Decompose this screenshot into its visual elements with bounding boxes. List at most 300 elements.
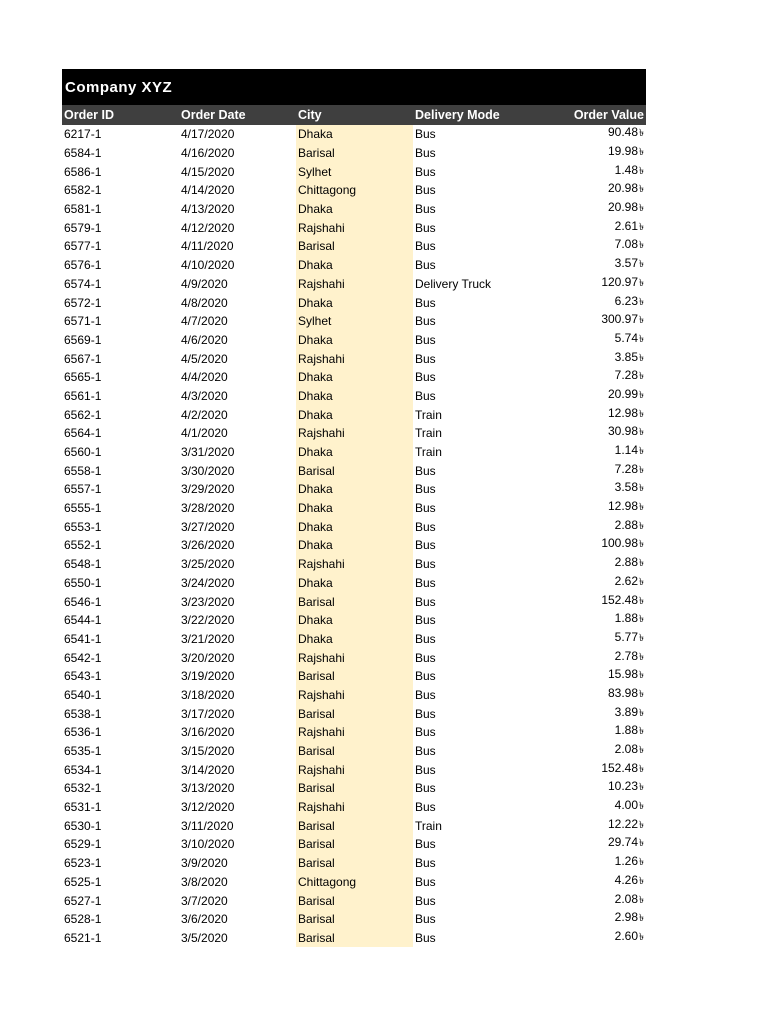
delivery-mode-cell[interactable]: Bus — [415, 893, 436, 908]
order-value-amount: 3.85 — [614, 349, 639, 364]
order-value-cell[interactable] — [530, 611, 646, 629]
table-row — [62, 536, 646, 555]
delivery-mode-cell[interactable]: Bus — [415, 800, 436, 815]
order-value-cell[interactable] — [530, 854, 646, 872]
delivery-mode-cell[interactable]: Bus — [415, 463, 436, 478]
order-value-amount: 20.99 — [607, 386, 639, 401]
order-date-cell[interactable]: 3/12/2020 — [181, 800, 235, 815]
delivery-mode-cell[interactable]: Bus — [415, 388, 436, 403]
order-value-amount: 2.78 — [614, 648, 639, 663]
order-id-cell[interactable]: 6531-1 — [64, 800, 102, 815]
order-date-cell[interactable]: 3/28/2020 — [181, 501, 235, 516]
order-value-cell[interactable] — [530, 256, 646, 274]
order-value-cell[interactable] — [530, 873, 646, 891]
order-value-cell[interactable] — [530, 929, 646, 947]
order-id-cell[interactable]: 6538-1 — [64, 706, 102, 721]
order-date-cell[interactable]: 3/14/2020 — [181, 762, 235, 777]
taka-currency-icon: ৳ — [639, 203, 644, 215]
order-id-cell[interactable]: 6550-1 — [64, 575, 102, 590]
delivery-mode-cell[interactable]: Train — [415, 818, 442, 833]
city-cell[interactable]: Dhaka — [296, 443, 413, 462]
delivery-mode-cell[interactable]: Bus — [415, 706, 436, 721]
table-row — [62, 144, 646, 163]
city-cell[interactable]: Barisal — [296, 929, 413, 948]
taka-currency-icon: ৳ — [639, 726, 644, 738]
table-row — [62, 387, 646, 406]
order-date-cell[interactable]: 3/18/2020 — [181, 687, 235, 702]
order-id-cell[interactable]: 6548-1 — [64, 557, 102, 572]
delivery-mode-cell[interactable]: Bus — [415, 220, 436, 235]
table-row — [62, 873, 646, 892]
order-id-cell[interactable]: 6579-1 — [64, 220, 102, 235]
header-city[interactable]: City — [298, 108, 322, 122]
city-cell[interactable]: Dhaka — [296, 125, 413, 144]
taka-currency-icon: ৳ — [639, 520, 644, 532]
order-value-cell[interactable] — [530, 163, 646, 181]
city-cell[interactable]: Chittagong — [296, 181, 413, 200]
delivery-mode-cell[interactable]: Bus — [415, 519, 436, 534]
order-date-cell[interactable]: 4/5/2020 — [181, 351, 228, 366]
order-id-cell[interactable]: 6555-1 — [64, 501, 102, 516]
order-date-cell[interactable]: 3/15/2020 — [181, 744, 235, 759]
city-cell[interactable]: Dhaka — [296, 256, 413, 275]
taka-currency-icon: ৳ — [639, 913, 644, 925]
delivery-mode-cell[interactable]: Bus — [415, 687, 436, 702]
order-id-cell[interactable]: 6576-1 — [64, 258, 102, 273]
delivery-mode-cell[interactable]: Bus — [415, 874, 436, 889]
order-id-cell[interactable]: 6565-1 — [64, 370, 102, 385]
order-id-cell[interactable]: 6574-1 — [64, 276, 102, 291]
order-id-cell[interactable]: 6541-1 — [64, 631, 102, 646]
order-id-cell[interactable]: 6581-1 — [64, 202, 102, 217]
order-value-amount: 7.28 — [614, 461, 639, 476]
order-value-amount: 30.98 — [607, 424, 639, 439]
order-id-cell[interactable]: 6560-1 — [64, 445, 102, 460]
taka-currency-icon: ৳ — [639, 707, 644, 719]
city-cell[interactable]: Dhaka — [296, 536, 413, 555]
sheet-title-bar — [62, 69, 646, 105]
delivery-mode-cell[interactable]: Bus — [415, 314, 436, 329]
order-value-cell[interactable] — [530, 219, 646, 237]
delivery-mode-cell[interactable]: Bus — [415, 669, 436, 684]
delivery-mode-cell[interactable]: Bus — [415, 164, 436, 179]
order-date-cell[interactable]: 4/11/2020 — [181, 239, 234, 254]
city-cell[interactable]: Dhaka — [296, 499, 413, 518]
order-id-cell[interactable]: 6528-1 — [64, 912, 102, 927]
city-cell[interactable]: Barisal — [296, 704, 413, 723]
order-date-cell[interactable]: 3/13/2020 — [181, 781, 235, 796]
delivery-mode-cell[interactable]: Bus — [415, 725, 436, 740]
order-id-cell[interactable]: 6572-1 — [64, 295, 102, 310]
delivery-mode-cell[interactable]: Bus — [415, 183, 436, 198]
delivery-mode-cell[interactable]: Bus — [415, 239, 436, 254]
city-cell[interactable]: Chittagong — [296, 873, 413, 892]
table-row — [62, 891, 646, 910]
order-date-cell[interactable]: 3/25/2020 — [181, 557, 235, 572]
city-cell[interactable]: Rajshahi — [296, 275, 413, 294]
order-value-cell[interactable] — [530, 536, 646, 554]
order-value-amount: 10.23 — [607, 779, 639, 794]
city-cell[interactable]: Barisal — [296, 461, 413, 480]
table-row — [62, 704, 646, 723]
order-value-cell[interactable] — [530, 424, 646, 442]
delivery-mode-cell[interactable]: Train — [415, 426, 442, 441]
order-value-cell[interactable] — [530, 406, 646, 424]
city-cell[interactable]: Rajshahi — [296, 349, 413, 368]
delivery-mode-cell[interactable]: Bus — [415, 594, 436, 609]
delivery-mode-cell[interactable]: Bus — [415, 370, 436, 385]
delivery-mode-cell[interactable]: Bus — [415, 557, 436, 572]
delivery-mode-cell[interactable]: Bus — [415, 538, 436, 553]
order-value-cell[interactable] — [530, 499, 646, 517]
order-value-cell[interactable] — [530, 574, 646, 592]
table-row — [62, 686, 646, 705]
table-row — [62, 816, 646, 835]
taka-currency-icon: ৳ — [639, 259, 644, 271]
order-date-cell[interactable]: 3/24/2020 — [181, 575, 235, 590]
order-date-cell[interactable]: 4/4/2020 — [181, 370, 228, 385]
order-id-cell[interactable]: 6562-1 — [64, 407, 102, 422]
taka-currency-icon: ৳ — [639, 801, 644, 813]
order-value-cell[interactable] — [530, 237, 646, 255]
city-cell[interactable]: Dhaka — [296, 517, 413, 536]
order-date-cell[interactable]: 3/23/2020 — [181, 594, 235, 609]
delivery-mode-cell[interactable]: Bus — [415, 202, 436, 217]
order-date-cell[interactable]: 3/5/2020 — [181, 930, 228, 945]
order-id-cell[interactable]: 6571-1 — [64, 314, 102, 329]
order-date-cell[interactable]: 4/14/2020 — [181, 183, 235, 198]
order-value-amount: 1.88 — [614, 611, 639, 626]
city-cell[interactable]: Barisal — [296, 891, 413, 910]
city-cell[interactable]: Dhaka — [296, 574, 413, 593]
table-row — [62, 237, 646, 256]
delivery-mode-cell[interactable]: Bus — [415, 501, 436, 516]
city-cell[interactable]: Dhaka — [296, 611, 413, 630]
order-value-cell[interactable] — [530, 686, 646, 704]
order-value-cell[interactable] — [530, 761, 646, 779]
city-cell[interactable]: Barisal — [296, 237, 413, 256]
taka-currency-icon: ৳ — [639, 128, 644, 140]
order-id-cell[interactable]: 6542-1 — [64, 650, 102, 665]
order-value-cell[interactable] — [530, 798, 646, 816]
table-row — [62, 910, 646, 929]
order-date-cell[interactable]: 3/22/2020 — [181, 613, 235, 628]
taka-currency-icon: ৳ — [639, 651, 644, 663]
order-date-cell[interactable]: 3/20/2020 — [181, 650, 235, 665]
order-value-cell[interactable] — [530, 910, 646, 928]
order-date-cell[interactable]: 4/15/2020 — [181, 164, 235, 179]
order-date-cell[interactable]: 3/21/2020 — [181, 631, 235, 646]
order-value-amount: 100.98 — [601, 536, 639, 551]
delivery-mode-cell[interactable]: Bus — [415, 258, 436, 273]
order-value-amount: 2.61 — [614, 218, 639, 233]
order-value-cell[interactable] — [530, 723, 646, 741]
order-date-cell[interactable]: 4/13/2020 — [181, 202, 235, 217]
header-delivery-mode[interactable]: Delivery Mode — [415, 108, 500, 122]
order-value-cell[interactable] — [530, 518, 646, 536]
order-value-amount: 90.48 — [607, 125, 639, 140]
order-id-cell[interactable]: 6527-1 — [64, 893, 102, 908]
table-row — [62, 798, 646, 817]
taka-currency-icon: ৳ — [639, 595, 644, 607]
city-cell[interactable]: Sylhet — [296, 162, 413, 181]
order-value-amount: 2.88 — [614, 517, 639, 532]
city-cell[interactable]: Rajshahi — [296, 218, 413, 237]
order-date-cell[interactable]: 3/19/2020 — [181, 669, 235, 684]
city-cell[interactable]: Rajshahi — [296, 798, 413, 817]
order-value-cell[interactable] — [530, 387, 646, 405]
order-id-cell[interactable]: 6558-1 — [64, 463, 102, 478]
taka-currency-icon: ৳ — [639, 763, 644, 775]
table-row — [62, 854, 646, 873]
city-cell[interactable]: Dhaka — [296, 331, 413, 350]
order-id-cell[interactable]: 6521-1 — [64, 930, 102, 945]
order-id-cell[interactable]: 6523-1 — [64, 856, 102, 871]
taka-currency-icon: ৳ — [639, 838, 644, 850]
city-cell[interactable]: Rajshahi — [296, 723, 413, 742]
order-value-cell[interactable] — [530, 705, 646, 723]
taka-currency-icon: ৳ — [639, 240, 644, 252]
order-id-cell[interactable]: 6561-1 — [64, 388, 102, 403]
order-id-cell[interactable]: 6564-1 — [64, 426, 102, 441]
delivery-mode-cell[interactable]: Bus — [415, 781, 436, 796]
table-row — [62, 368, 646, 387]
delivery-mode-cell[interactable]: Bus — [415, 650, 436, 665]
order-value-cell[interactable] — [530, 630, 646, 648]
order-date-cell[interactable]: 3/17/2020 — [181, 706, 235, 721]
order-value-cell[interactable] — [530, 443, 646, 461]
order-id-cell[interactable]: 6567-1 — [64, 351, 102, 366]
city-cell[interactable]: Rajshahi — [296, 760, 413, 779]
order-date-cell[interactable]: 4/12/2020 — [181, 220, 235, 235]
city-cell[interactable]: Barisal — [296, 816, 413, 835]
table-row — [62, 555, 646, 574]
city-cell[interactable]: Barisal — [296, 144, 413, 163]
order-value-cell[interactable] — [530, 368, 646, 386]
order-value-amount: 2.88 — [614, 555, 639, 570]
order-date-cell[interactable]: 3/9/2020 — [181, 856, 228, 871]
company-title: Company XYZ — [65, 78, 173, 96]
order-date-cell[interactable]: 4/16/2020 — [181, 146, 235, 161]
order-value-cell[interactable] — [530, 593, 646, 611]
taka-currency-icon: ৳ — [639, 389, 644, 401]
table-row — [62, 443, 646, 462]
order-value-amount: 4.00 — [614, 798, 639, 813]
order-id-cell[interactable]: 6217-1 — [64, 127, 102, 142]
order-value-cell[interactable] — [530, 667, 646, 685]
order-date-cell[interactable]: 3/27/2020 — [181, 519, 235, 534]
taka-currency-icon: ৳ — [639, 408, 644, 420]
order-value-cell[interactable] — [530, 480, 646, 498]
table-row — [62, 630, 646, 649]
order-value-cell[interactable] — [530, 779, 646, 797]
delivery-mode-cell[interactable]: Bus — [415, 127, 436, 142]
order-id-cell[interactable]: 6532-1 — [64, 781, 102, 796]
order-value-cell[interactable] — [530, 312, 646, 330]
order-value-cell[interactable] — [530, 462, 646, 480]
order-value-amount: 5.77 — [614, 629, 639, 644]
order-id-cell[interactable]: 6536-1 — [64, 725, 102, 740]
order-id-cell[interactable]: 6586-1 — [64, 164, 102, 179]
order-value-cell[interactable] — [530, 835, 646, 853]
table-row — [62, 461, 646, 480]
table-row — [62, 760, 646, 779]
order-id-cell[interactable]: 6525-1 — [64, 874, 102, 889]
delivery-mode-cell[interactable]: Bus — [415, 837, 436, 852]
delivery-mode-cell[interactable]: Train — [415, 445, 442, 460]
order-date-cell[interactable]: 4/8/2020 — [181, 295, 228, 310]
taka-currency-icon: ৳ — [639, 688, 644, 700]
delivery-mode-cell[interactable]: Bus — [415, 762, 436, 777]
taka-currency-icon: ৳ — [639, 147, 644, 159]
delivery-mode-cell[interactable]: Delivery Truck — [415, 276, 492, 291]
order-date-cell[interactable]: 4/9/2020 — [181, 276, 228, 291]
city-cell[interactable]: Dhaka — [296, 405, 413, 424]
order-date-cell[interactable]: 4/3/2020 — [181, 388, 228, 403]
order-date-cell[interactable]: 3/11/2020 — [181, 818, 234, 833]
order-value-amount: 29.74 — [607, 835, 639, 850]
order-value-cell[interactable] — [530, 144, 646, 162]
order-value-cell[interactable] — [530, 649, 646, 667]
order-id-cell[interactable]: 6543-1 — [64, 669, 102, 684]
order-id-cell[interactable]: 6557-1 — [64, 482, 102, 497]
city-cell[interactable]: Barisal — [296, 910, 413, 929]
taka-currency-icon: ৳ — [639, 931, 644, 943]
order-value-amount: 4.26 — [614, 872, 639, 887]
city-cell[interactable]: Barisal — [296, 742, 413, 761]
order-id-cell[interactable]: 6530-1 — [64, 818, 102, 833]
table-row — [62, 742, 646, 761]
table-row — [62, 293, 646, 312]
order-value-cell[interactable] — [530, 294, 646, 312]
order-value-amount: 2.62 — [614, 573, 639, 588]
order-date-cell[interactable]: 4/2/2020 — [181, 407, 228, 422]
delivery-mode-cell[interactable]: Bus — [415, 575, 436, 590]
order-id-cell[interactable]: 6546-1 — [64, 594, 102, 609]
order-id-cell[interactable]: 6584-1 — [64, 146, 102, 161]
order-id-cell[interactable]: 6529-1 — [64, 837, 102, 852]
order-date-cell[interactable]: 3/30/2020 — [181, 463, 235, 478]
order-value-amount: 152.48 — [601, 592, 639, 607]
order-value-cell[interactable] — [530, 331, 646, 349]
taka-currency-icon: ৳ — [639, 446, 644, 458]
header-order-value[interactable]: Order Value — [573, 108, 644, 122]
city-cell[interactable]: Barisal — [296, 667, 413, 686]
delivery-mode-cell[interactable]: Bus — [415, 613, 436, 628]
city-cell[interactable]: Rajshahi — [296, 686, 413, 705]
header-order-date[interactable]: Order Date — [181, 108, 246, 122]
delivery-mode-cell[interactable]: Bus — [415, 744, 436, 759]
order-date-cell[interactable]: 4/1/2020 — [181, 426, 228, 441]
order-id-cell[interactable]: 6553-1 — [64, 519, 102, 534]
order-date-cell[interactable]: 3/16/2020 — [181, 725, 235, 740]
city-cell[interactable]: Dhaka — [296, 368, 413, 387]
order-value-cell[interactable] — [530, 555, 646, 573]
city-cell[interactable]: Rajshahi — [296, 648, 413, 667]
city-cell[interactable]: Barisal — [296, 779, 413, 798]
order-value-cell[interactable] — [530, 742, 646, 760]
city-cell[interactable]: Barisal — [296, 835, 413, 854]
city-cell[interactable]: Rajshahi — [296, 555, 413, 574]
order-id-cell[interactable]: 6544-1 — [64, 613, 102, 628]
order-date-cell[interactable]: 4/17/2020 — [181, 127, 235, 142]
order-id-cell[interactable]: 6552-1 — [64, 538, 102, 553]
spreadsheet — [62, 69, 646, 947]
order-date-cell[interactable]: 3/31/2020 — [181, 445, 235, 460]
taka-currency-icon: ৳ — [639, 371, 644, 383]
taka-currency-icon: ৳ — [639, 632, 644, 644]
city-cell[interactable]: Sylhet — [296, 312, 413, 331]
order-date-cell[interactable]: 3/29/2020 — [181, 482, 235, 497]
order-value-amount: 2.98 — [614, 910, 639, 925]
order-date-cell[interactable]: 4/7/2020 — [181, 314, 228, 329]
city-cell[interactable]: Barisal — [296, 854, 413, 873]
order-date-cell[interactable]: 3/8/2020 — [181, 874, 228, 889]
order-id-cell[interactable]: 6534-1 — [64, 762, 102, 777]
delivery-mode-cell[interactable]: Bus — [415, 856, 436, 871]
delivery-mode-cell[interactable]: Bus — [415, 482, 436, 497]
delivery-mode-cell[interactable]: Bus — [415, 912, 436, 927]
order-date-cell[interactable]: 4/10/2020 — [181, 258, 235, 273]
order-id-cell[interactable]: 6535-1 — [64, 744, 102, 759]
taka-currency-icon: ৳ — [639, 875, 644, 887]
order-value-amount: 20.98 — [607, 200, 639, 215]
table-row — [62, 611, 646, 630]
delivery-mode-cell[interactable]: Train — [415, 407, 442, 422]
delivery-mode-cell[interactable]: Bus — [415, 930, 436, 945]
taka-currency-icon: ৳ — [639, 333, 644, 345]
table-row — [62, 275, 646, 294]
city-cell[interactable]: Dhaka — [296, 293, 413, 312]
order-date-cell[interactable]: 4/6/2020 — [181, 332, 228, 347]
order-id-cell[interactable]: 6577-1 — [64, 239, 102, 254]
order-date-cell[interactable]: 3/7/2020 — [181, 893, 228, 908]
delivery-mode-cell[interactable]: Bus — [415, 146, 436, 161]
city-cell[interactable]: Barisal — [296, 592, 413, 611]
order-id-cell[interactable]: 6582-1 — [64, 183, 102, 198]
order-id-cell[interactable]: 6540-1 — [64, 687, 102, 702]
order-value-cell[interactable] — [530, 125, 646, 143]
order-date-cell[interactable]: 3/26/2020 — [181, 538, 235, 553]
city-cell[interactable]: Dhaka — [296, 480, 413, 499]
order-date-cell[interactable]: 3/6/2020 — [181, 912, 228, 927]
order-value-cell[interactable] — [530, 181, 646, 199]
order-id-cell[interactable]: 6569-1 — [64, 332, 102, 347]
table-row — [62, 779, 646, 798]
city-cell[interactable]: Rajshahi — [296, 424, 413, 443]
city-cell[interactable]: Dhaka — [296, 200, 413, 219]
order-value-cell[interactable] — [530, 892, 646, 910]
order-value-cell[interactable] — [530, 200, 646, 218]
delivery-mode-cell[interactable]: Bus — [415, 295, 436, 310]
delivery-mode-cell[interactable]: Bus — [415, 351, 436, 366]
order-value-amount: 12.22 — [607, 816, 639, 831]
taka-currency-icon: ৳ — [639, 819, 644, 831]
order-value-cell[interactable] — [530, 350, 646, 368]
order-value-cell[interactable] — [530, 817, 646, 835]
delivery-mode-cell[interactable]: Bus — [415, 631, 436, 646]
taka-currency-icon: ৳ — [639, 315, 644, 327]
order-date-cell[interactable]: 3/10/2020 — [181, 837, 235, 852]
city-cell[interactable]: Dhaka — [296, 630, 413, 649]
order-value-cell[interactable] — [530, 275, 646, 293]
header-order-id[interactable]: Order ID — [64, 108, 115, 122]
delivery-mode-cell[interactable]: Bus — [415, 332, 436, 347]
city-cell[interactable]: Dhaka — [296, 387, 413, 406]
table-row — [62, 499, 646, 518]
table-row — [62, 312, 646, 331]
order-value-amount: 1.88 — [614, 723, 639, 738]
